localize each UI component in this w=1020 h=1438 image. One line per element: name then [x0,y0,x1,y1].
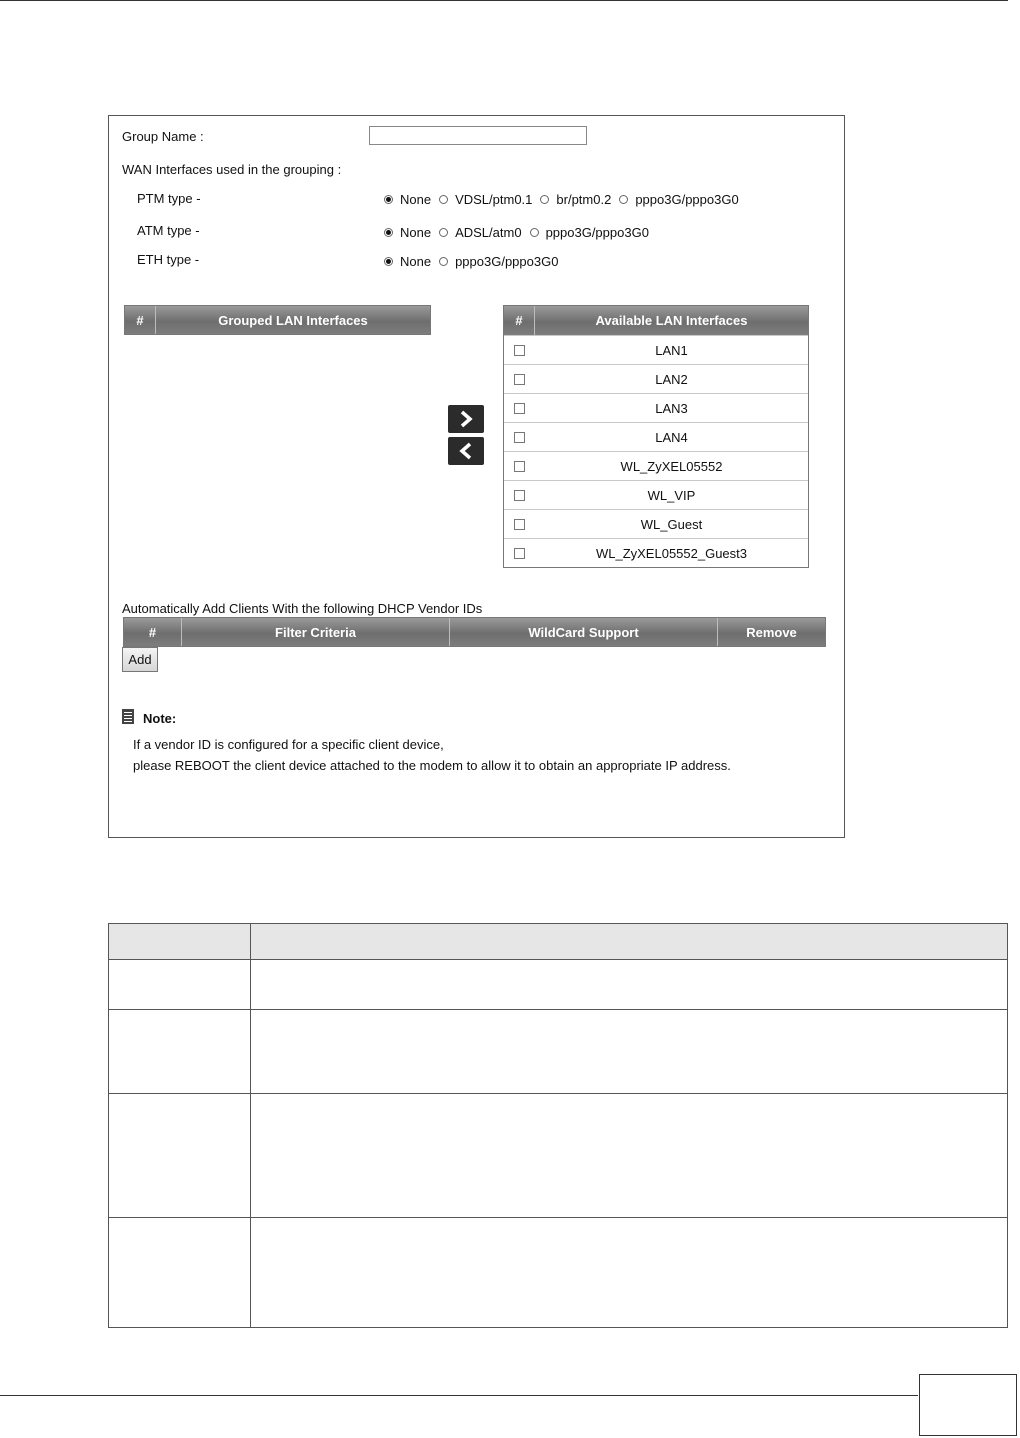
eth-type-options [384,254,566,269]
atm-type-options [384,225,657,240]
page-number-box [919,1374,1017,1436]
label-column-header [109,924,251,960]
vendor-col-wildcard: WildCard Support [450,618,718,646]
ptm-option-pppo3g[interactable]: pppo3G/pppo3G0 [619,192,738,207]
available-row-wl-guest: WL_Guest [504,509,808,538]
table-row [109,1010,1008,1094]
available-row-lan4: LAN4 [504,422,808,451]
checkbox[interactable] [514,519,525,530]
move-left-button[interactable] [448,437,484,465]
description-table [108,923,1008,1328]
radio[interactable] [540,195,549,204]
wan-interfaces-label: WAN Interfaces used in the grouping : [122,162,342,177]
checkbox[interactable] [514,432,525,443]
radio-selected[interactable] [384,257,393,266]
radio[interactable] [439,257,448,266]
grouped-lan-table-header [124,305,431,335]
vendor-col-filter: Filter Criteria [182,618,450,646]
vendor-col-remove: Remove [746,624,797,640]
table-row [109,960,1008,1010]
checkbox[interactable] [514,374,525,385]
radio[interactable] [439,195,448,204]
available-row-wl-zyxel-guest3: WL_ZyXEL05552_Guest3 [504,538,808,567]
top-rule [0,0,1008,1]
chevron-left-icon [459,442,473,460]
grouped-col-title: Grouped LAN Interfaces [218,312,368,328]
description-column-header [251,924,1008,960]
add-button[interactable]: Add [122,647,158,672]
radio[interactable] [439,228,448,237]
atm-option-pppo3g[interactable]: pppo3G/pppo3G0 [530,225,649,240]
checkbox[interactable] [514,461,525,472]
ptm-option-br[interactable]: br/ptm0.2 [540,192,611,207]
ptm-type-options [384,192,747,207]
eth-option-pppo3g[interactable]: pppo3G/pppo3G0 [439,254,558,269]
available-row-lan3: LAN3 [504,393,808,422]
atm-option-adsl[interactable]: ADSL/atm0 [439,225,521,240]
grouped-col-num: # [125,306,156,334]
checkbox[interactable] [514,403,525,414]
note-icon [122,709,134,724]
radio[interactable] [530,228,539,237]
eth-option-none[interactable]: None [384,254,431,269]
available-row-lan2: LAN2 [504,364,808,393]
group-name-label: Group Name : [122,129,204,144]
chevron-right-icon [459,410,473,428]
bottom-rule [0,1395,918,1396]
ptm-type-label: PTM type - [137,191,201,206]
checkbox[interactable] [514,548,525,559]
checkbox[interactable] [514,490,525,501]
available-row-wl-zyxel: WL_ZyXEL05552 [504,451,808,480]
move-right-button[interactable] [448,405,484,433]
vendor-ids-title: Automatically Add Clients With the following DHCP Vendor IDs [122,601,483,616]
vendor-table-header [123,617,826,647]
available-row-lan1: LAN1 [504,335,808,364]
available-col-num: # [504,306,535,335]
note-line-2: please REBOOT the client device attached to the modem to allow it to obtain an appropriate IP address. [133,758,731,773]
group-name-input[interactable] [369,126,587,145]
ptm-option-vdsl[interactable]: VDSL/ptm0.1 [439,192,532,207]
atm-option-none[interactable]: None [384,225,431,240]
checkbox[interactable] [514,345,525,356]
radio-selected[interactable] [384,228,393,237]
available-row-wl-vip: WL_VIP [504,480,808,509]
description-table-header [109,924,1008,960]
eth-type-label: ETH type - [137,252,200,267]
available-col-title: Available LAN Interfaces [595,313,748,328]
radio[interactable] [619,195,628,204]
radio-selected[interactable] [384,195,393,204]
interface-group-panel [108,115,845,838]
available-lan-table [503,305,809,568]
table-row [109,1218,1008,1328]
note-title: Note: [143,711,177,726]
vendor-col-num: # [124,618,182,646]
table-row [109,1094,1008,1218]
available-lan-table-header [504,306,808,335]
atm-type-label: ATM type - [137,223,200,238]
ptm-option-none[interactable]: None [384,192,431,207]
note-line-1: If a vendor ID is configured for a specific client device, [133,737,444,752]
